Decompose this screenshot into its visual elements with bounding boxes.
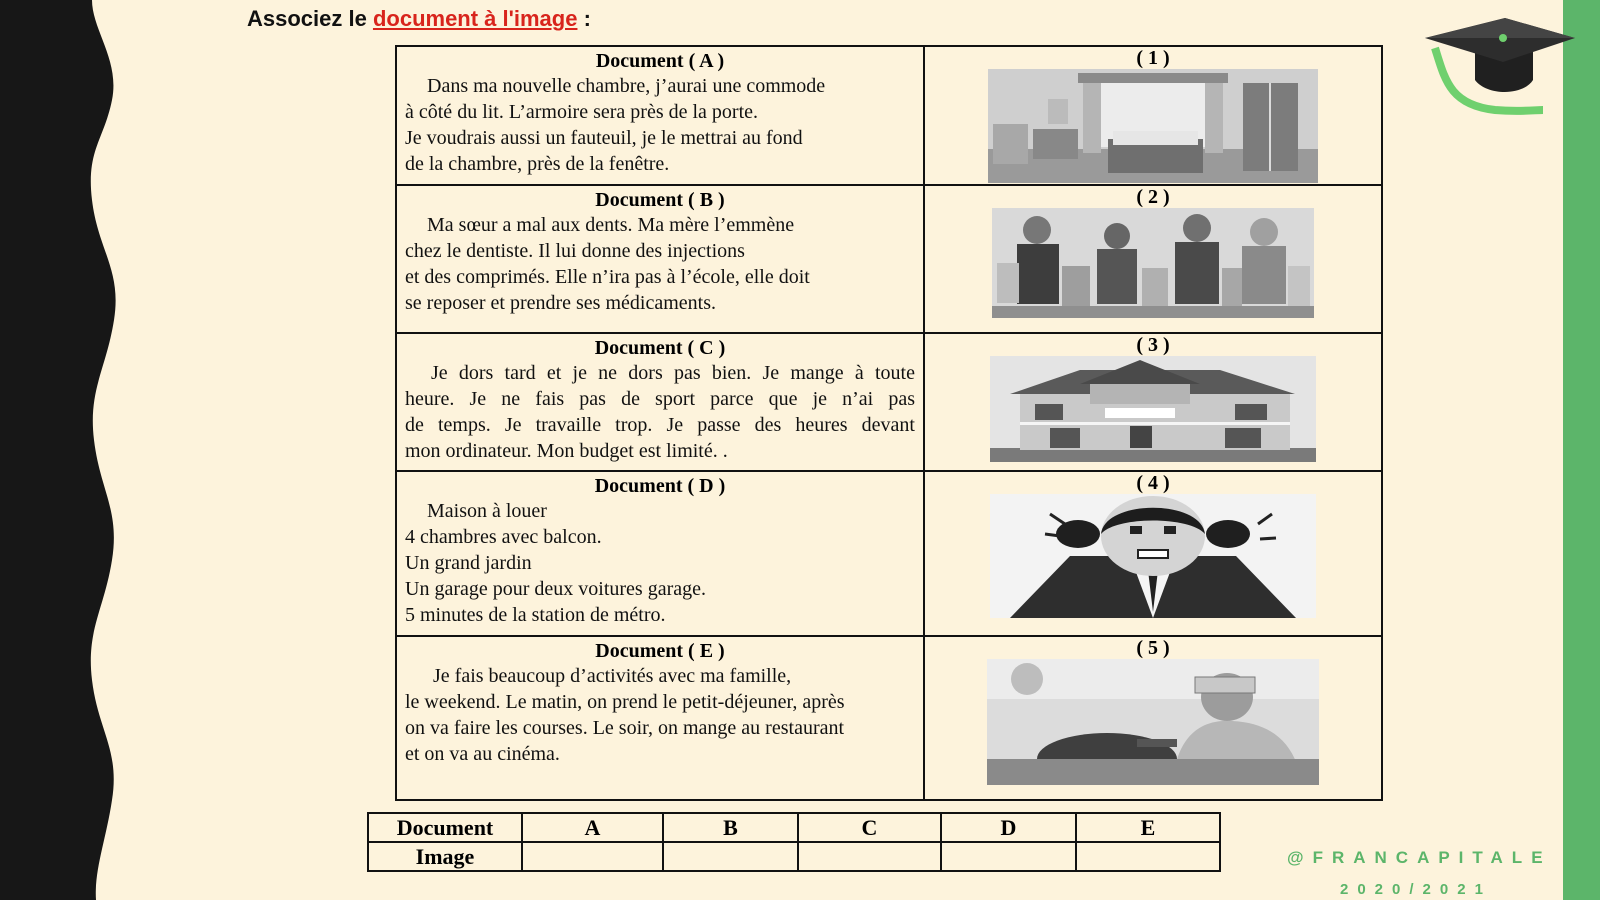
table-row (396, 471, 1382, 636)
footer-handle: @FRANCAPITALE (1287, 848, 1552, 867)
answer-cell-c[interactable] (798, 842, 941, 871)
document-cell-e (396, 636, 924, 800)
document-cell-b (396, 185, 924, 333)
document-title: Document ( C ) (594, 337, 726, 359)
table-row (396, 636, 1382, 800)
answer-cell-b[interactable] (663, 842, 798, 871)
document-line: Je fais beaucoup d’activités avec ma famille, (433, 665, 792, 687)
table-row (396, 46, 1382, 185)
document-cell-a (396, 46, 924, 185)
document-line: de temps. Je travaille trop. Je passe des heures devant (405, 414, 915, 436)
answer-table (367, 812, 1221, 872)
document-line: de la chambre, près de la fenêtre. (405, 153, 670, 175)
document-title: Document ( D ) (594, 475, 726, 497)
image-number: ( 5 ) (1136, 637, 1170, 659)
answer-header-a: A (522, 813, 663, 842)
table-row (396, 333, 1382, 471)
document-line: mon ordinateur. Mon budget est limité. . (405, 440, 728, 462)
document-line: Maison à louer (427, 500, 547, 522)
document-line: Dans ma nouvelle chambre, j’aurai une commode (427, 75, 826, 97)
document-line: 4 chambres avec balcon. (405, 526, 602, 548)
document-line: le weekend. Le matin, on prend le petit-déjeuner, après (405, 691, 845, 713)
image-number: ( 3 ) (1136, 334, 1170, 356)
document-line: et on va au cinéma. (405, 743, 560, 765)
table-row (368, 842, 1220, 871)
footer-year: 2020/2021 (1340, 881, 1492, 898)
image-cell-2 (924, 185, 1382, 333)
image-number: ( 2 ) (1136, 186, 1170, 208)
document-line: on va faire les courses. Le soir, on mange au restaurant (405, 717, 845, 739)
dentist-photo (987, 659, 1319, 785)
title-highlight: document à l'image (372, 6, 578, 31)
title-prefix: Associez le (247, 6, 373, 31)
bedroom-illustration (988, 69, 1318, 183)
document-line: Je dors tard et je ne dors pas bien. Je mange à toute (431, 362, 915, 384)
title-suffix: : (577, 6, 591, 31)
green-side-bar (1563, 0, 1600, 900)
table-row (368, 813, 1220, 842)
house-illustration (990, 356, 1316, 462)
answer-header-e: E (1076, 813, 1220, 842)
stressed-man-illustration (990, 494, 1316, 618)
image-cell-5 (924, 636, 1382, 800)
answer-cell-d[interactable] (941, 842, 1076, 871)
answer-header-c: C (798, 813, 941, 842)
document-cell-c (396, 333, 924, 471)
decorative-wave-border (0, 0, 130, 900)
answer-cell-e[interactable] (1076, 842, 1220, 871)
document-title: Document ( A ) (595, 50, 725, 72)
document-line: 5 minutes de la station de métro. (405, 604, 666, 626)
document-line: se reposer et prendre ses médicaments. (405, 292, 716, 314)
matching-table (395, 45, 1383, 801)
document-line: Un grand jardin (405, 552, 532, 574)
answer-row-label-image: Image (368, 842, 522, 871)
document-line: Ma sœur a mal aux dents. Ma mère l’emmène (427, 214, 795, 236)
answer-header-d: D (941, 813, 1076, 842)
answer-header-b: B (663, 813, 798, 842)
document-line: heure. Je ne fais pas de sport parce que je n’ai pas (405, 388, 915, 410)
page-title (247, 6, 591, 32)
document-line: Un garage pour deux voitures garage. (405, 578, 706, 600)
document-cell-d (396, 471, 924, 636)
document-title: Document ( E ) (595, 640, 725, 662)
image-number: ( 4 ) (1136, 472, 1170, 494)
image-cell-1 (924, 46, 1382, 185)
document-title: Document ( B ) (595, 189, 725, 211)
document-line: chez le dentiste. Il lui donne des injections (405, 240, 745, 262)
image-cell-4 (924, 471, 1382, 636)
document-line: à côté du lit. L’armoire sera près de la porte. (405, 101, 759, 123)
image-cell-3 (924, 333, 1382, 471)
family-shopping-photo (992, 208, 1314, 318)
graduation-cap-icon (1425, 10, 1575, 120)
document-line: Je voudrais aussi un fauteuil, je le mettrai au fond (405, 127, 803, 149)
image-number: ( 1 ) (1136, 47, 1170, 69)
table-row (396, 185, 1382, 333)
document-line: et des comprimés. Elle n’ira pas à l’école, elle doit (405, 266, 810, 288)
answer-header-document: Document (368, 813, 522, 842)
answer-cell-a[interactable] (522, 842, 663, 871)
